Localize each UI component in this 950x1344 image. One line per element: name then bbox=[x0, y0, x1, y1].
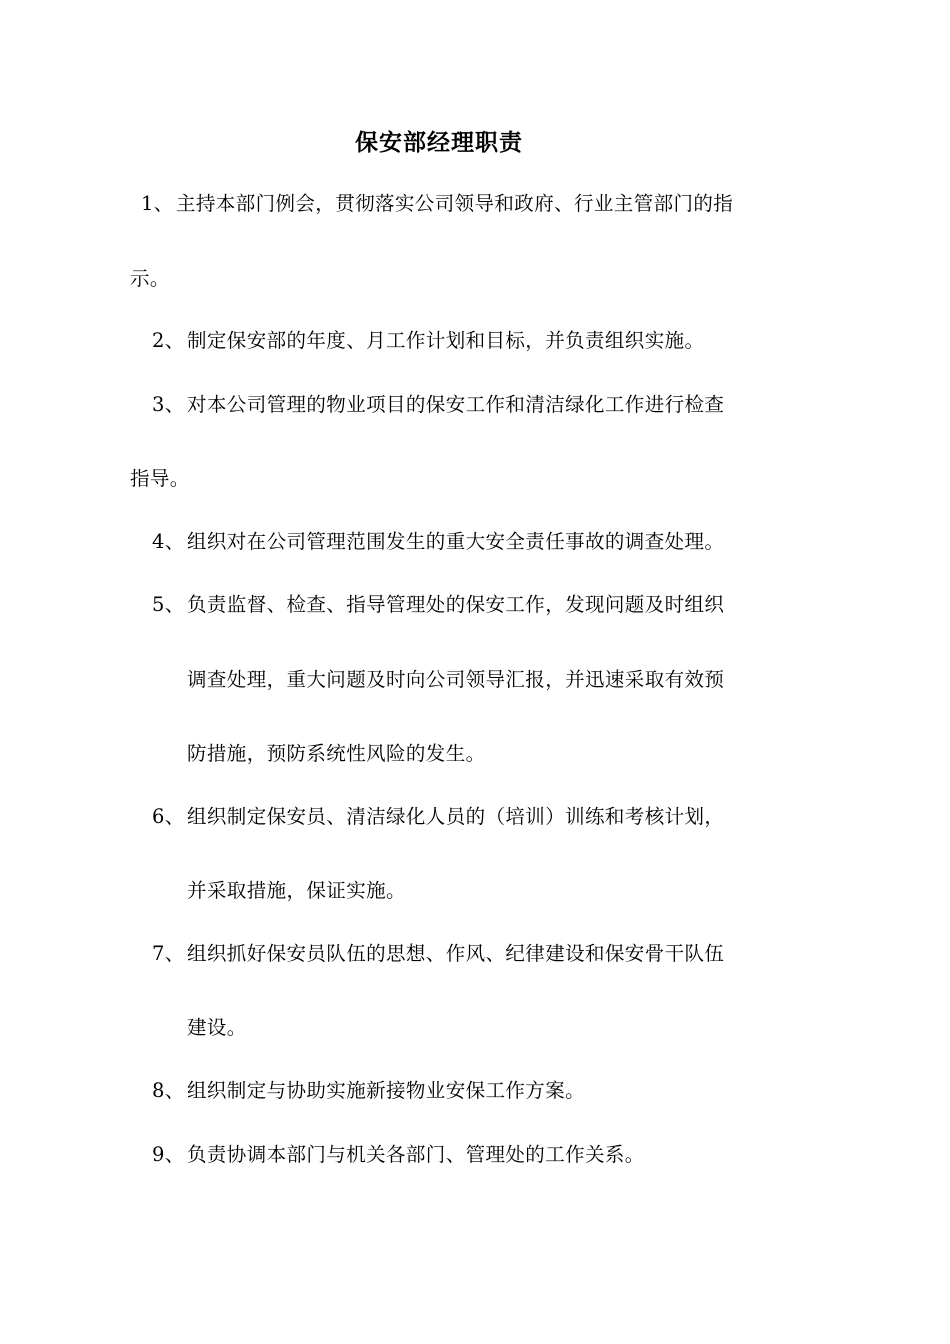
item-text-line: 防措施，预防系统性风险的发生。 bbox=[187, 742, 486, 765]
item-text-line: 制定保安部的年度、月工作计划和目标，并负责组织实施。 bbox=[187, 329, 705, 352]
item-number: 1、 bbox=[141, 192, 174, 215]
item-text-line: 指导。 bbox=[130, 467, 190, 490]
item-number: 9、 bbox=[152, 1143, 185, 1166]
item-text-line: 调查处理，重大问题及时向公司领导汇报，并迅速采取有效预 bbox=[187, 668, 725, 691]
item-text-line: 组织对在公司管理范围发生的重大安全责任事故的调查处理。 bbox=[187, 530, 725, 553]
item-number: 4、 bbox=[152, 530, 185, 553]
item-number: 7、 bbox=[152, 942, 185, 965]
item-number: 6、 bbox=[152, 805, 185, 828]
item-text-line: 负责协调本部门与机关各部门、管理处的工作关系。 bbox=[187, 1143, 645, 1166]
page-title: 保安部经理职责 bbox=[355, 129, 523, 156]
item-text-line: 对本公司管理的物业项目的保安工作和清洁绿化工作进行检查 bbox=[187, 393, 725, 416]
item-text-line: 组织制定与协助实施新接物业安保工作方案。 bbox=[187, 1079, 586, 1102]
item-number: 5、 bbox=[152, 593, 185, 616]
item-text-line: 负责监督、检查、指导管理处的保安工作，发现问题及时组织 bbox=[187, 593, 725, 616]
item-number: 3、 bbox=[152, 393, 185, 416]
item-text-line: 组织制定保安员、清洁绿化人员的（培训）训练和考核计划， bbox=[187, 805, 725, 828]
item-number: 2、 bbox=[152, 329, 185, 352]
item-text-line: 组织抓好保安员队伍的思想、作风、纪律建设和保安骨干队伍 bbox=[187, 942, 725, 965]
item-text-line: 建设。 bbox=[187, 1016, 247, 1039]
item-text-line: 并采取措施，保证实施。 bbox=[187, 879, 406, 902]
item-text-line: 主持本部门例会，贯彻落实公司领导和政府、行业主管部门的指 bbox=[176, 192, 734, 215]
item-number: 8、 bbox=[152, 1079, 185, 1102]
item-text-line: 示。 bbox=[130, 267, 170, 290]
